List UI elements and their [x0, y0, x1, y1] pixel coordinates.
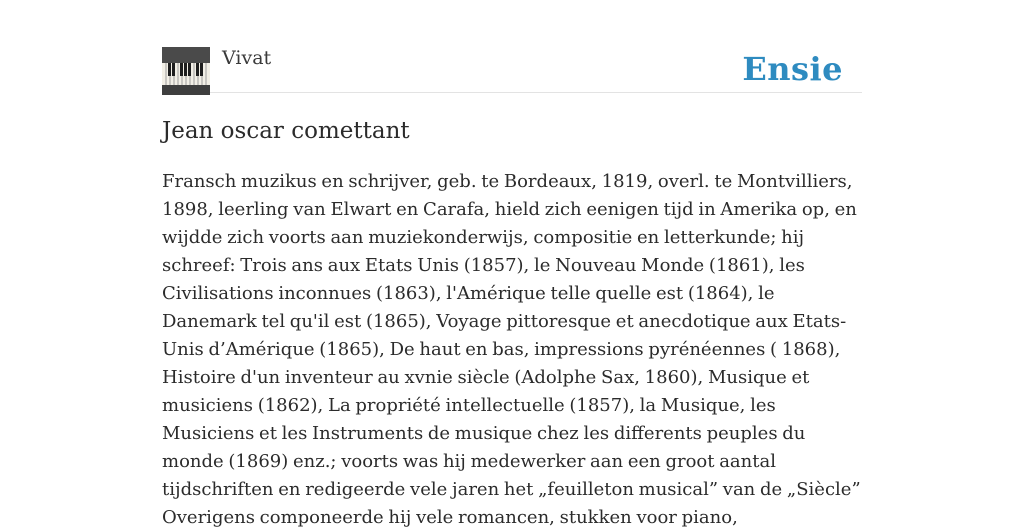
article-body: Fransch muzikus en schrijver, geb. te Bordeaux, 1819, overl. te Montvilliers, 1898, leerling van Elwart en Carafa, hield zich eenigen tijd in Amerika op, en wijdde zich voorts aan muziekonderwijs, compositie en letterkunde; hij schreef: Trois ans aux Etats Unis (1857), le Nouveau Monde (1861), les Civilisations inconnues (1863), l'Amérique telle quelle est (1864), le Danemark tel qu'il est (1865), Voyage pittoresque et anecdotique aux Etats-Unis d’Amérique (1865), De haut en bas, impressions pyrénéennes ( 1868), Histoire d'un inventeur au xvnie siècle (Adolphe Sax, 1860), Musique et musiciens (1862), La propriété intellectuelle (1857), la Musique, les Musiciens et les Instruments de musique chez les differents peuples du monde (1869) enz.; voorts was hij medewerker aan een groot aantal tijdschriften en redigeerde vele jaren het „feuilleton musical” van de „Siècle” Overigens componeerde hij vele romancen, stukken voor piano, — [162, 171, 861, 528]
brand-logo[interactable]: Ensie — [742, 50, 843, 88]
username-link[interactable]: Vivat — [222, 47, 272, 69]
page-title: Jean oscar comettant — [162, 118, 410, 144]
piano-keys-icon — [162, 47, 210, 95]
page-header — [162, 46, 862, 93]
user-avatar[interactable] — [162, 47, 210, 95]
